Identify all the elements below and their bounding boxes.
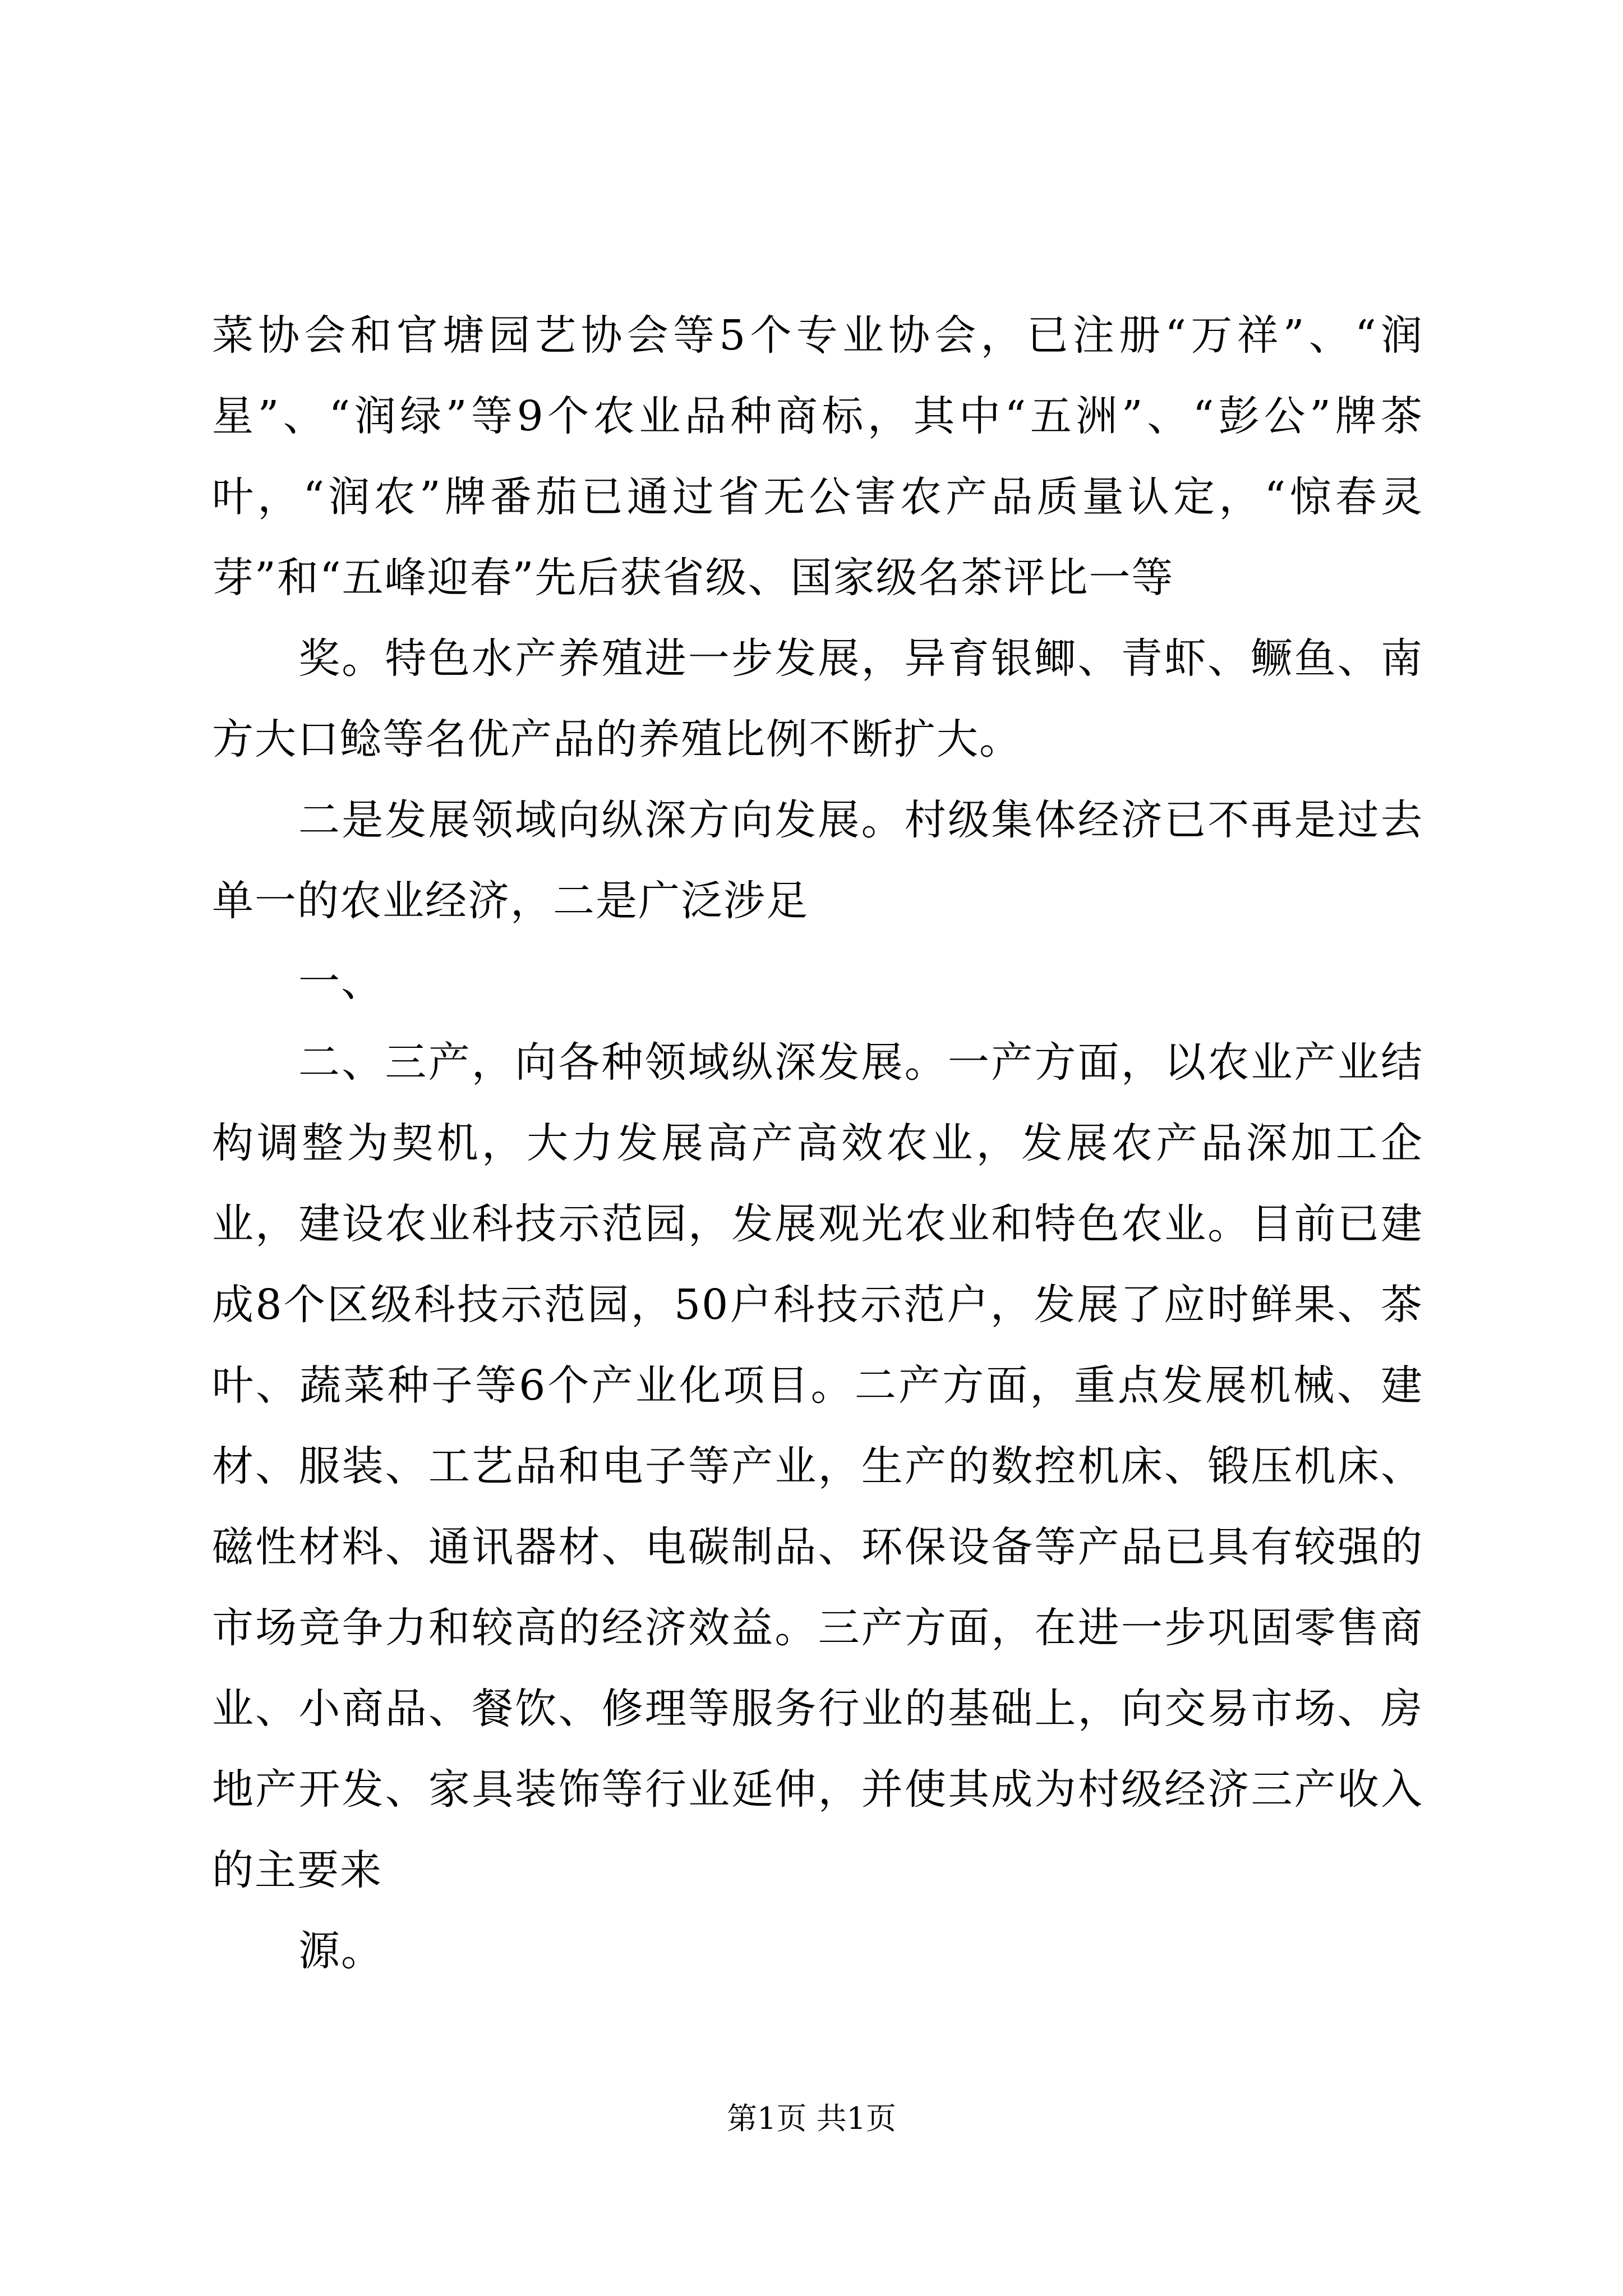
paragraph-6: 源。 (298, 1927, 384, 1975)
document-body (212, 295, 1423, 1991)
paragraph-1: 菜协会和官塘园艺协会等5个专业协会，已注册“万祥”、“润星”、“润绿”等9个农业品种商标，其中“五洲”、“彭公”牌茶叶，“润农”牌番茄已通过省无公害农产品质量认定，“惊春灵芽”和“五峰迎春”先后获省级、国家级名茶评比一等 (212, 311, 1423, 602)
paragraph-4: 一、 (298, 958, 384, 1006)
page-footer: 第1页 共1页 (727, 2101, 896, 2136)
paragraph-5: 二、三产，向各种领域纵深发展。一产方面，以农业产业结构调整为契机，大力发展高产高效农业，发展农产品深加工企业，建设农业科技示范园，发展观光农业和特色农业。目前已建成8个区级科技示范园，50户科技示范户，发展了应时鲜果、茶叶、蔬菜种子等6个产业化项目。二产方面，重点发展机械、建材、服装、工艺品和电子等产业，生产的数控机床、锻压机床、磁性材料、通讯器材、电碳制品、环保设备等产品已具有较强的市场竞争力和较高的经济效益。三产方面，在进一步巩固零售商业、小商品、餐饮、修理等服务行业的基础上，向交易市场、房地产开发、家具装饰等行业延伸，并使其成为村级经济三产收入的主要来 (212, 1038, 1423, 1894)
paragraph-3: 二是发展领域向纵深方向发展。村级集体经济已不再是过去单一的农业经济，二是广泛涉足 (212, 796, 1423, 925)
paragraph-2: 奖。特色水产养殖进一步发展，异育银鲫、青虾、鳜鱼、南方大口鲶等名优产品的养殖比例不断扩大。 (212, 634, 1423, 763)
